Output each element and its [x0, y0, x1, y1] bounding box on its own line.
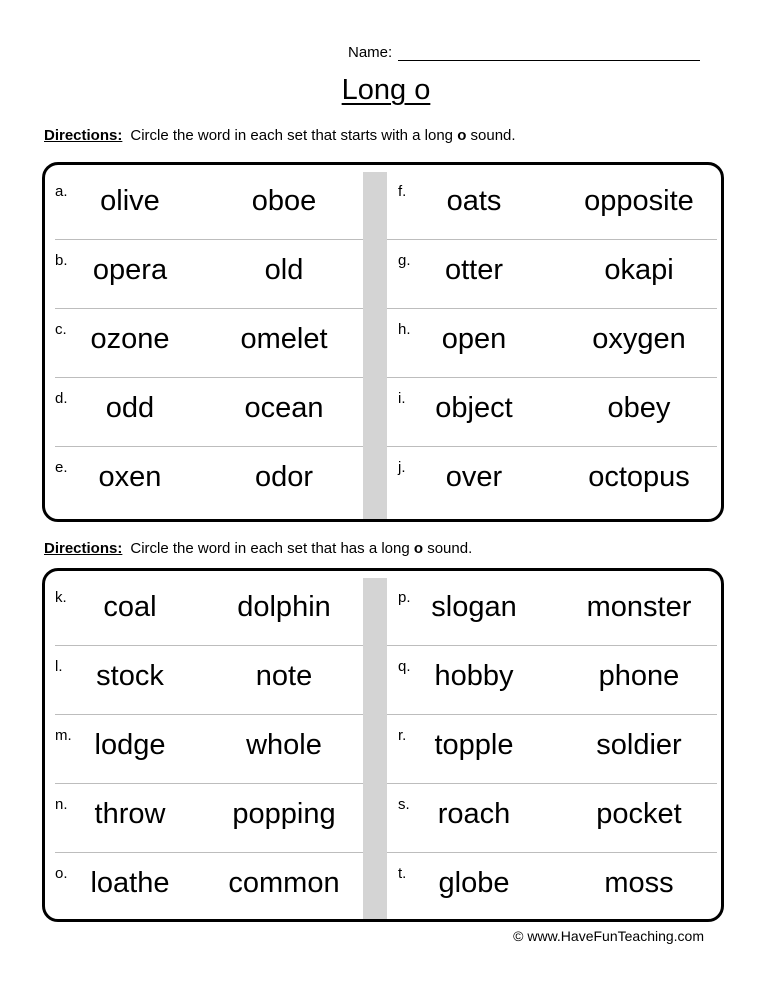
word-choice[interactable]: omelet — [240, 323, 328, 355]
word-set-row — [45, 853, 721, 922]
item-letter: p. — [398, 589, 411, 606]
item-letter: c. — [55, 321, 67, 338]
word-set-row — [45, 240, 721, 309]
word-choice[interactable]: oboe — [251, 185, 317, 217]
item-letter: s. — [398, 796, 410, 813]
word-set-row — [45, 784, 721, 853]
item-letter: f. — [398, 183, 407, 200]
word-choice[interactable]: globe — [438, 867, 510, 899]
word-choice[interactable]: moss — [604, 867, 674, 899]
directions-1 — [44, 127, 516, 144]
word-choice[interactable]: odd — [105, 392, 155, 424]
word-choice[interactable]: open — [441, 323, 507, 355]
word-choice[interactable]: popping — [232, 798, 336, 830]
word-choice[interactable]: slogan — [431, 591, 517, 623]
item-letter: e. — [55, 459, 68, 476]
word-choice[interactable]: oxen — [98, 461, 162, 493]
item-letter: j. — [398, 459, 406, 476]
item-letter: l. — [55, 658, 63, 675]
name-label: Name: — [348, 44, 393, 61]
copyright-footer: © www.HaveFunTeaching.com — [513, 928, 704, 944]
word-choice[interactable]: ozone — [90, 323, 170, 355]
item-letter: a. — [55, 183, 68, 200]
directions-text-end: sound. — [466, 127, 516, 144]
word-set-box-1 — [42, 162, 724, 522]
directions-text: Circle the word in each set that starts with a long — [130, 127, 458, 144]
word-choice[interactable]: oxygen — [592, 323, 686, 355]
worksheet-title: Long o — [341, 74, 431, 106]
word-set-row — [45, 447, 721, 516]
word-choice[interactable]: hobby — [434, 660, 514, 692]
item-letter: d. — [55, 390, 68, 407]
word-choice[interactable]: whole — [246, 729, 322, 761]
word-choice[interactable]: topple — [434, 729, 514, 761]
word-choice[interactable]: obey — [607, 392, 671, 424]
word-choice[interactable]: object — [435, 392, 513, 424]
word-set-row — [45, 715, 721, 784]
word-choice[interactable]: dolphin — [237, 591, 331, 623]
item-letter: o. — [55, 865, 68, 882]
word-choice[interactable]: opposite — [584, 185, 694, 217]
word-choice[interactable]: olive — [100, 185, 160, 217]
item-letter: t. — [398, 865, 407, 882]
directions-2 — [44, 540, 472, 557]
item-letter: b. — [55, 252, 68, 269]
directions-text: Circle the word in each set that has a long — [130, 540, 414, 557]
directions-label: Directions: — [44, 540, 123, 557]
directions-bold: o — [413, 540, 424, 557]
item-letter: r. — [398, 727, 407, 744]
word-choice[interactable]: phone — [598, 660, 680, 692]
word-choice[interactable]: stock — [96, 660, 164, 692]
word-set-row — [45, 378, 721, 447]
word-choice[interactable]: coal — [103, 591, 157, 623]
word-choice[interactable]: monster — [586, 591, 692, 623]
word-choice[interactable]: odor — [254, 461, 314, 493]
word-choice[interactable]: soldier — [596, 729, 682, 761]
word-choice[interactable]: throw — [94, 798, 166, 830]
item-letter: q. — [398, 658, 411, 675]
item-letter: g. — [398, 252, 411, 269]
word-choice[interactable]: octopus — [588, 461, 690, 493]
name-field — [348, 44, 700, 61]
item-letter: k. — [55, 589, 67, 606]
directions-label: Directions: — [44, 127, 123, 144]
word-choice[interactable]: otter — [444, 254, 504, 286]
item-letter: i. — [398, 390, 406, 407]
word-choice[interactable]: over — [445, 461, 503, 493]
word-set-row — [45, 577, 721, 646]
word-choice[interactable]: ocean — [244, 392, 324, 424]
word-choice[interactable]: okapi — [604, 254, 674, 286]
directions-text-end: sound. — [423, 540, 473, 557]
name-line[interactable] — [398, 44, 700, 61]
word-set-row — [45, 309, 721, 378]
word-choice[interactable]: lodge — [94, 729, 166, 761]
directions-bold: o — [457, 127, 467, 144]
word-choice[interactable]: oats — [446, 185, 502, 217]
word-choice[interactable]: note — [255, 660, 313, 692]
item-letter: n. — [55, 796, 68, 813]
word-set-row — [45, 646, 721, 715]
word-choice[interactable]: loathe — [90, 867, 170, 899]
item-letter: m. — [55, 727, 72, 744]
word-choice[interactable]: common — [228, 867, 340, 899]
word-choice[interactable]: pocket — [596, 798, 682, 830]
word-choice[interactable]: roach — [437, 798, 511, 830]
item-letter: h. — [398, 321, 411, 338]
word-set-box-2 — [42, 568, 724, 922]
word-choice[interactable]: old — [264, 254, 304, 286]
word-set-row — [45, 171, 721, 240]
word-choice[interactable]: opera — [92, 254, 168, 286]
